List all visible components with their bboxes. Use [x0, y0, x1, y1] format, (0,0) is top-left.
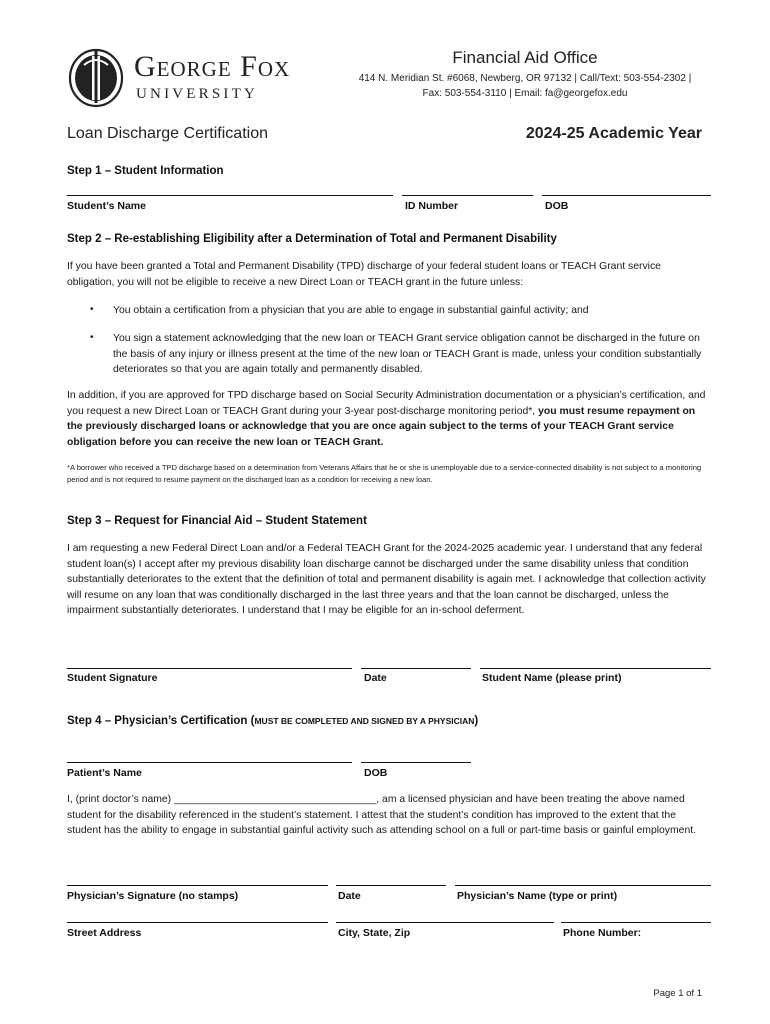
- phone-number-label: Phone Number:: [563, 927, 642, 939]
- physician-signature-label: Physician’s Signature (no stamps): [67, 890, 239, 902]
- dob-field[interactable]: [542, 195, 711, 196]
- step2-addition-bold: you must resume repayment on the previously discharged loans or acknowledge that you are once again subject to the terms of your TEACH Grant service obligation before you can receive the new loan or TEACH Grant.: [67, 405, 696, 448]
- bullet-marker: •: [90, 304, 94, 315]
- street-address-field[interactable]: [67, 922, 328, 923]
- student-signature-label: Student Signature: [67, 672, 158, 684]
- patient-name-field[interactable]: [67, 762, 352, 763]
- street-address-label: Street Address: [67, 927, 142, 939]
- patient-name-label: Patient’s Name: [67, 767, 142, 779]
- step2-bullet-1: You obtain a certification from a physician that you are able to engage in substantial gainful activity; and: [113, 305, 589, 316]
- step2-footnote: *A borrower who received a TPD discharge based on a determination from Veterans Affairs that he or she is unemployable due to a service-connected disability is not subject to a monitoring period and is not required to resume payment on the discharged loan as a condition for receiving a new loan.: [67, 463, 702, 484]
- city-state-zip-label: City, State, Zip: [338, 927, 411, 939]
- patient-dob-label: DOB: [364, 767, 388, 779]
- city-state-zip-field[interactable]: [336, 922, 554, 923]
- physician-date-field[interactable]: [336, 885, 446, 886]
- step4-heading-close: ): [474, 715, 479, 727]
- page-number: Page 1 of 1: [653, 988, 702, 999]
- step2-bullet-2: You sign a statement acknowledging that the new loan or TEACH Grant service obligation cannot be discharged in the future on the basis of any injury or illness present at the time of the new loan or TEACH Grant is made, unless your condition substantially deteriorates so that you are again totally and permanently disabled.: [113, 333, 702, 375]
- student-name-field[interactable]: [67, 195, 393, 196]
- step4-heading-note: MUST BE COMPLETED AND SIGNED BY A PHYSICIAN: [254, 716, 475, 726]
- step2-intro: If you have been granted a Total and Permanent Disability (TPD) discharge of your federal student loans or TEACH Grant service obligation, you will not be eligible to receive a new Direct Loan or TEACH grant in the future unless:: [67, 261, 661, 288]
- physician-name-field[interactable]: [455, 885, 711, 886]
- step4-heading-text: Step 4 – Physician’s Certification (: [67, 715, 255, 727]
- university-seal-logo: [66, 46, 126, 108]
- step4-heading: [67, 715, 478, 727]
- student-date-field[interactable]: [361, 668, 471, 669]
- student-name-label: Student’s Name: [67, 200, 146, 212]
- logo-wordmark: George Fox: [134, 50, 291, 83]
- academic-year: 2024-25 Academic Year: [525, 125, 702, 142]
- step2-addition-text: In addition, if you are approved for TPD discharge based on Social Security Administration documentation or a physician’s certification, and you request a new Direct Loan or TEACH Grant during your 3-year post-discharge monitoring period*,: [67, 390, 706, 417]
- step2-heading: Step 2 – Re-establishing Eligibility after a Determination of Total and Permanent Disability: [67, 233, 557, 245]
- office-address: 414 N. Meridian St. #6068, Newberg, OR 97132 | Call/Text: 503-554-2302 |: [358, 73, 692, 84]
- logo-subtitle: UNIVERSITY: [136, 86, 258, 102]
- office-contact: Fax: 503-554-3110 | Email: fa@georgefox.edu: [422, 88, 628, 99]
- step3-statement: I am requesting a new Federal Direct Loan and/or a Federal TEACH Grant for the 2024-2025 academic year. I understand that any federal student loan(s) I accept after my previous disability loan discharge cannot be discharged under the same disability unless that condition substantially deteriorates to the extent that the definition of total and permanent disability is again met. I acknowledge that collection activity will resume on any loan that was conditionally discharged in the last three years and that the loan cannot be discharged, unless the impairment substantially deteriorates. I understand that I may be eligible for an in-school deferment.: [67, 543, 706, 616]
- student-print-name-field[interactable]: [480, 668, 711, 669]
- step3-heading: Step 3 – Request for Financial Aid – Student Statement: [67, 515, 367, 527]
- physician-name-label: Physician’s Name (type or print): [457, 890, 618, 902]
- bullet-marker: •: [90, 332, 94, 343]
- document-title: Loan Discharge Certification: [67, 125, 268, 142]
- student-signature-field[interactable]: [67, 668, 352, 669]
- id-number-label: ID Number: [405, 200, 459, 212]
- phone-number-field[interactable]: [561, 922, 711, 923]
- student-date-label: Date: [364, 672, 387, 684]
- office-title: Financial Aid Office: [452, 48, 598, 67]
- physician-signature-field[interactable]: [67, 885, 328, 886]
- physician-certification-text: I, (print doctor’s name) ___________________________________, am a licensed physician and have been treating the above named student for the disability referenced in the student’s statement. I attest that the student’s condition has improved to the extent that the student has the ability to engage in substantial gainful activity such as attending school on a full or part-time basis or gainful employment.: [67, 794, 696, 836]
- id-number-field[interactable]: [402, 195, 533, 196]
- patient-dob-field[interactable]: [361, 762, 471, 763]
- student-print-name-label: Student Name (please print): [482, 672, 622, 684]
- step1-heading: Step 1 – Student Information: [67, 165, 224, 177]
- dob-label: DOB: [545, 200, 569, 212]
- physician-date-label: Date: [338, 890, 361, 902]
- step2-addition: [67, 388, 707, 450]
